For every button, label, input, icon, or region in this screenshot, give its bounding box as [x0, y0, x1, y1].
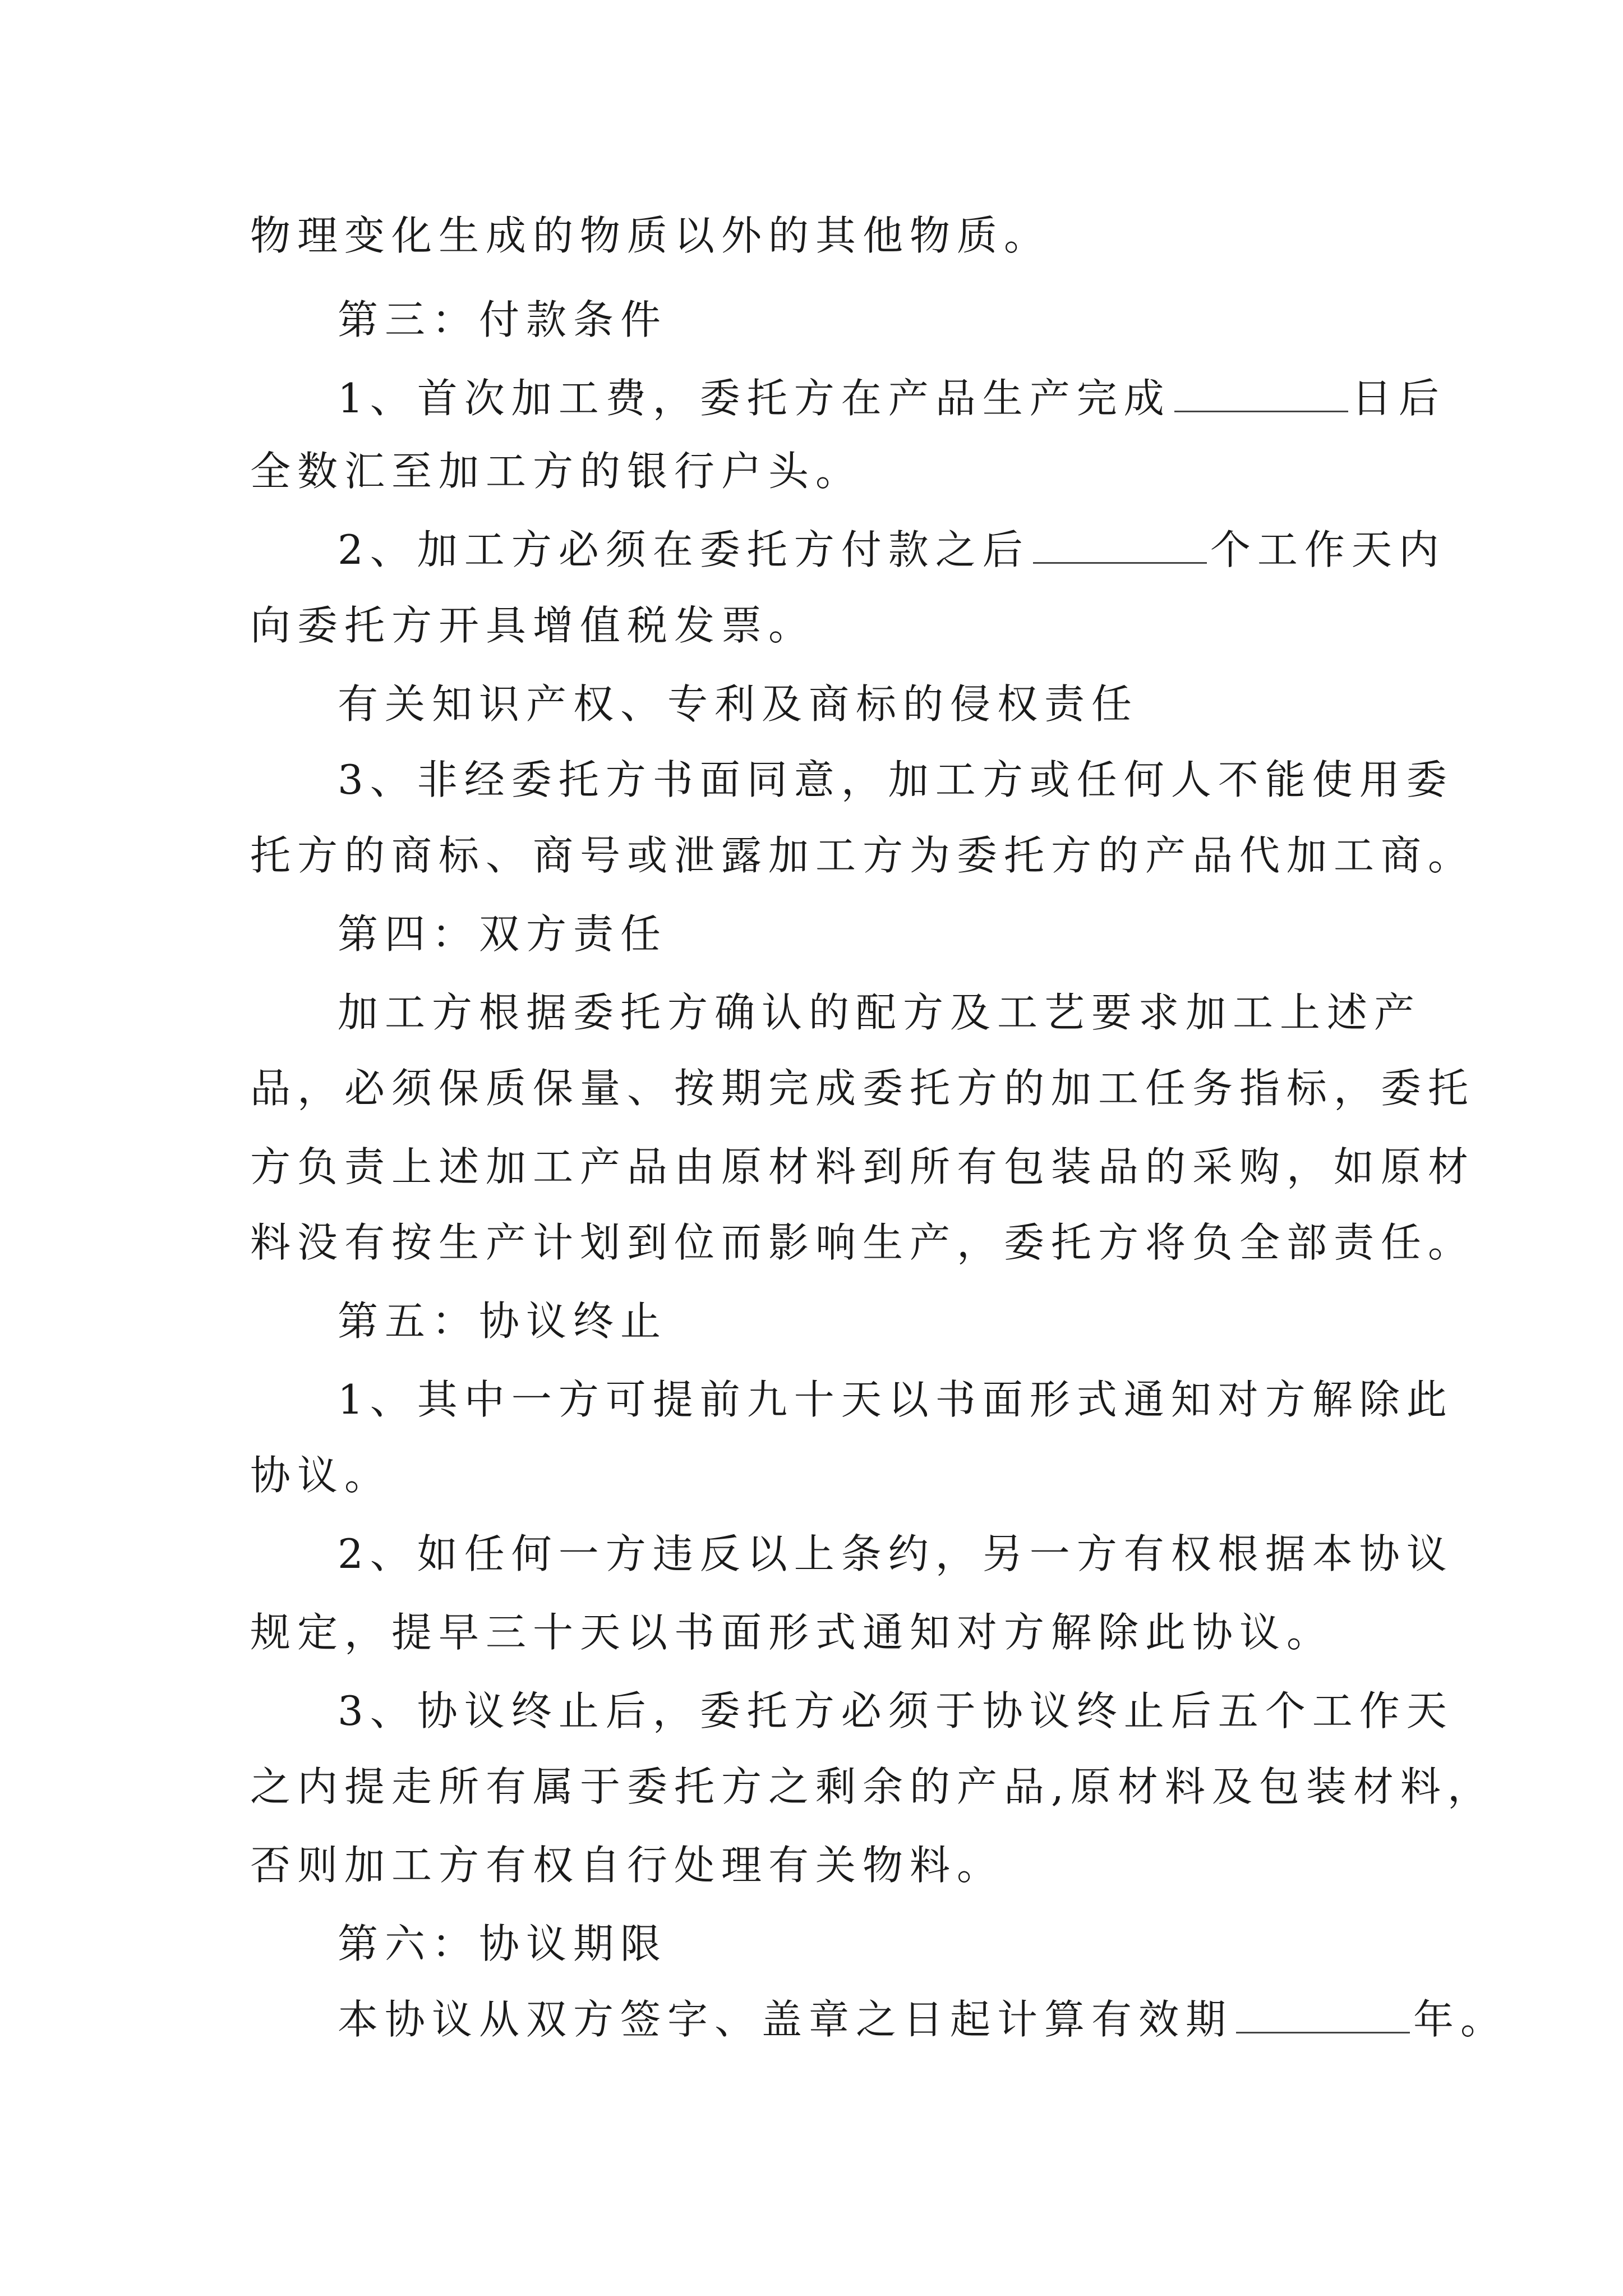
text-line: 向委托方开具增值税发票。 [250, 602, 816, 649]
text-line: 有关知识产权、专利及商标的侵权责任 [338, 680, 1139, 728]
section-heading-termination: 第五：协议终止 [338, 1297, 668, 1345]
text-segment: 日后 [1351, 375, 1446, 422]
text-line: 物理变化生成的物质以外的其他物质。 [250, 212, 1052, 259]
text-segment: 本协议从双方签字、盖章之日起计算有效期 [338, 1996, 1233, 2043]
text-line: 料没有按生产计划到位而影响生产，委托方将负全部责任。 [250, 1219, 1476, 1266]
text-line: 之内提走所有属于委托方之剩余的产品,原材料及包装材料， [250, 1763, 1495, 1810]
text-line: 方负责上述加工产品由原材料到所有包装品的采购，如原材 [250, 1143, 1476, 1190]
text-line: 全数汇至加工方的银行户头。 [250, 448, 863, 495]
text-line: 托方的商标、商号或泄露加工方为委托方的产品代加工商。 [250, 832, 1476, 879]
section-heading-term: 第六：协议期限 [338, 1920, 668, 1967]
section-heading-responsibilities: 第四：双方责任 [338, 910, 668, 958]
text-line-with-blank [338, 522, 1446, 578]
text-segment: 1、首次加工费，委托方在产品生产完成 [338, 375, 1171, 422]
text-line: 2、如任何一方违反以上条约，另一方有权根据本协议 [338, 1530, 1454, 1577]
text-line: 加工方根据委托方确认的配方及工艺要求加工上述产 [338, 989, 1422, 1036]
text-line: 3、协议终止后，委托方必须于协议终止后五个工作天 [338, 1687, 1454, 1734]
fill-in-blank [1236, 2030, 1410, 2033]
text-line-with-blank [338, 1991, 1507, 2047]
fill-in-blank [1174, 408, 1348, 412]
text-line: 规定，提早三十天以书面形式通知对方解除此协议。 [250, 1609, 1334, 1656]
fill-in-blank [1033, 560, 1207, 564]
text-segment: 年。 [1413, 1996, 1508, 2043]
text-line: 协议。 [250, 1452, 392, 1499]
text-line-with-blank [338, 370, 1446, 426]
text-segment: 2、加工方必须在委托方付款之后 [338, 526, 1030, 573]
text-line: 3、非经委托方书面同意，加工方或任何人不能使用委 [338, 756, 1454, 803]
text-line: 品，必须保质保量、按期完成委托方的加工任务指标，委托 [250, 1065, 1476, 1112]
section-heading-payment: 第三：付款条件 [338, 296, 668, 343]
text-segment: 个工作天内 [1210, 526, 1446, 573]
text-line: 1、其中一方可提前九十天以书面形式通知对方解除此 [338, 1376, 1454, 1423]
text-line: 否则加工方有权自行处理有关物料。 [250, 1842, 1004, 1889]
